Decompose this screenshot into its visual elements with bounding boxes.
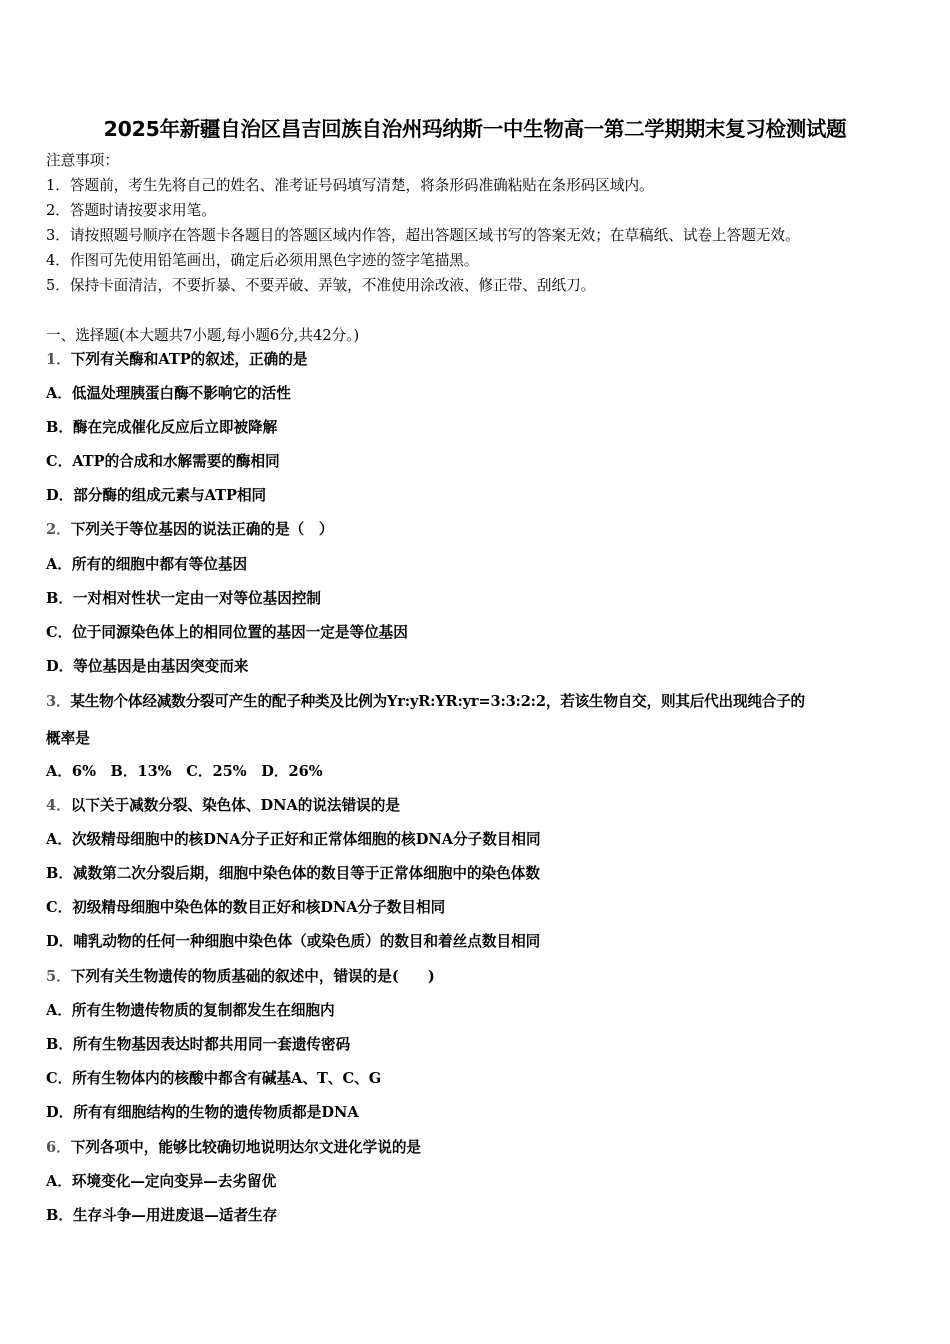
option: D．等位基因是由基因突变而来 [46,658,249,675]
question-3 [46,692,805,712]
option: C．ATP的合成和水解需要的酶相同 [46,453,280,470]
option: B．所有生物基因表达时都共用同一套遗传密码 [46,1036,351,1053]
question-5 [46,967,435,987]
question-text: 下列各项中，能够比较确切地说明达尔文进化学说的是 [70,1139,422,1156]
option: B．减数第二次分裂后期，细胞中染色体的数目等于正常体细胞中的染色体数 [46,865,540,882]
option: C．位于同源染色体上的相同位置的基因一定是等位基因 [46,624,408,641]
question-6 [46,1138,421,1158]
section-heading: 一、选择题(本大题共7小题,每小题6分,共42分。) [46,327,360,344]
option: A．所有生物遗传物质的复制都发生在细胞内 [46,1002,335,1019]
notice-item: 1．答题前，考生先将自己的姓名、准考证号码填写清楚，将条形码准确粘贴在条形码区域内。 [46,177,654,194]
question-number: 5． [46,968,71,985]
question-text: 下列有关生物遗传的物质基础的叙述中，错误的是( ) [70,968,435,985]
option: A．环境变化—定向变异—去劣留优 [46,1173,277,1190]
option: B．一对相对性状一定由一对等位基因控制 [46,590,322,607]
option: B．生存斗争—用进废退—适者生存 [46,1207,278,1224]
notice-item: 5．保持卡面清洁，不要折暴、不要弄破、弄皱，不准使用涂改液、修正带、刮纸刀。 [46,277,596,294]
question-number: 6． [46,1139,71,1156]
question-number: 3． [46,693,71,710]
question-text: 下列有关酶和ATP的叙述，正确的是 [70,351,308,368]
option: D．部分酶的组成元素与ATP相同 [46,487,267,504]
page-title: 2025年新疆自治区昌吉回族自治州玛纳斯一中生物高一第二学期期末复习检测试题 [103,117,847,141]
option: A．低温处理胰蛋白酶不影响它的活性 [46,385,291,402]
notice-item: 3．请按照题号顺序在答题卡各题目的答题区域内作答，超出答题区域书写的答案无效；在草稿纸、试卷上答题无效。 [46,227,800,244]
option: C．初级精母细胞中染色体的数目正好和核DNA分子数目相同 [46,899,446,916]
question-1 [46,350,307,370]
question-text: 下列关于等位基因的说法正确的是（ ） [70,521,334,538]
option: C．所有生物体内的核酸中都含有碱基A、T、C、G [46,1070,382,1087]
option: A．所有的细胞中都有等位基因 [46,556,248,573]
question-text: 以下关于减数分裂、染色体、DNA的说法错误的是 [70,797,400,814]
question-text-continued: 概率是 [46,730,90,747]
notice-item: 2．答题时请按要求用笔。 [46,202,216,219]
question-number: 1． [46,351,71,368]
question-text: 某生物个体经减数分裂可产生的配子种类及比例为Yr:yR:YR:yr=3:3:2:2，若该生物自交，则其后代出现纯合子的 [70,693,805,710]
option: D．所有有细胞结构的生物的遗传物质都是DNA [46,1104,359,1121]
question-number: 2． [46,521,71,538]
question-4 [46,796,400,816]
options-inline: A．6% B．13% C．25% D．26% [46,763,323,780]
notice-item: 4．作图可先使用铅笔画出，确定后必须用黑色字迹的签字笔描黑。 [46,252,479,269]
option: B．酶在完成催化反应后立即被降解 [46,419,278,436]
option: A．次级精母细胞中的核DNA分子正好和正常体细胞的核DNA分子数目相同 [46,831,541,848]
option: D．哺乳动物的任何一种细胞中染色体（或染色质）的数目和着丝点数目相同 [46,933,541,950]
question-2 [46,520,333,540]
question-number: 4． [46,797,71,814]
notice-heading: 注意事项： [46,152,119,169]
